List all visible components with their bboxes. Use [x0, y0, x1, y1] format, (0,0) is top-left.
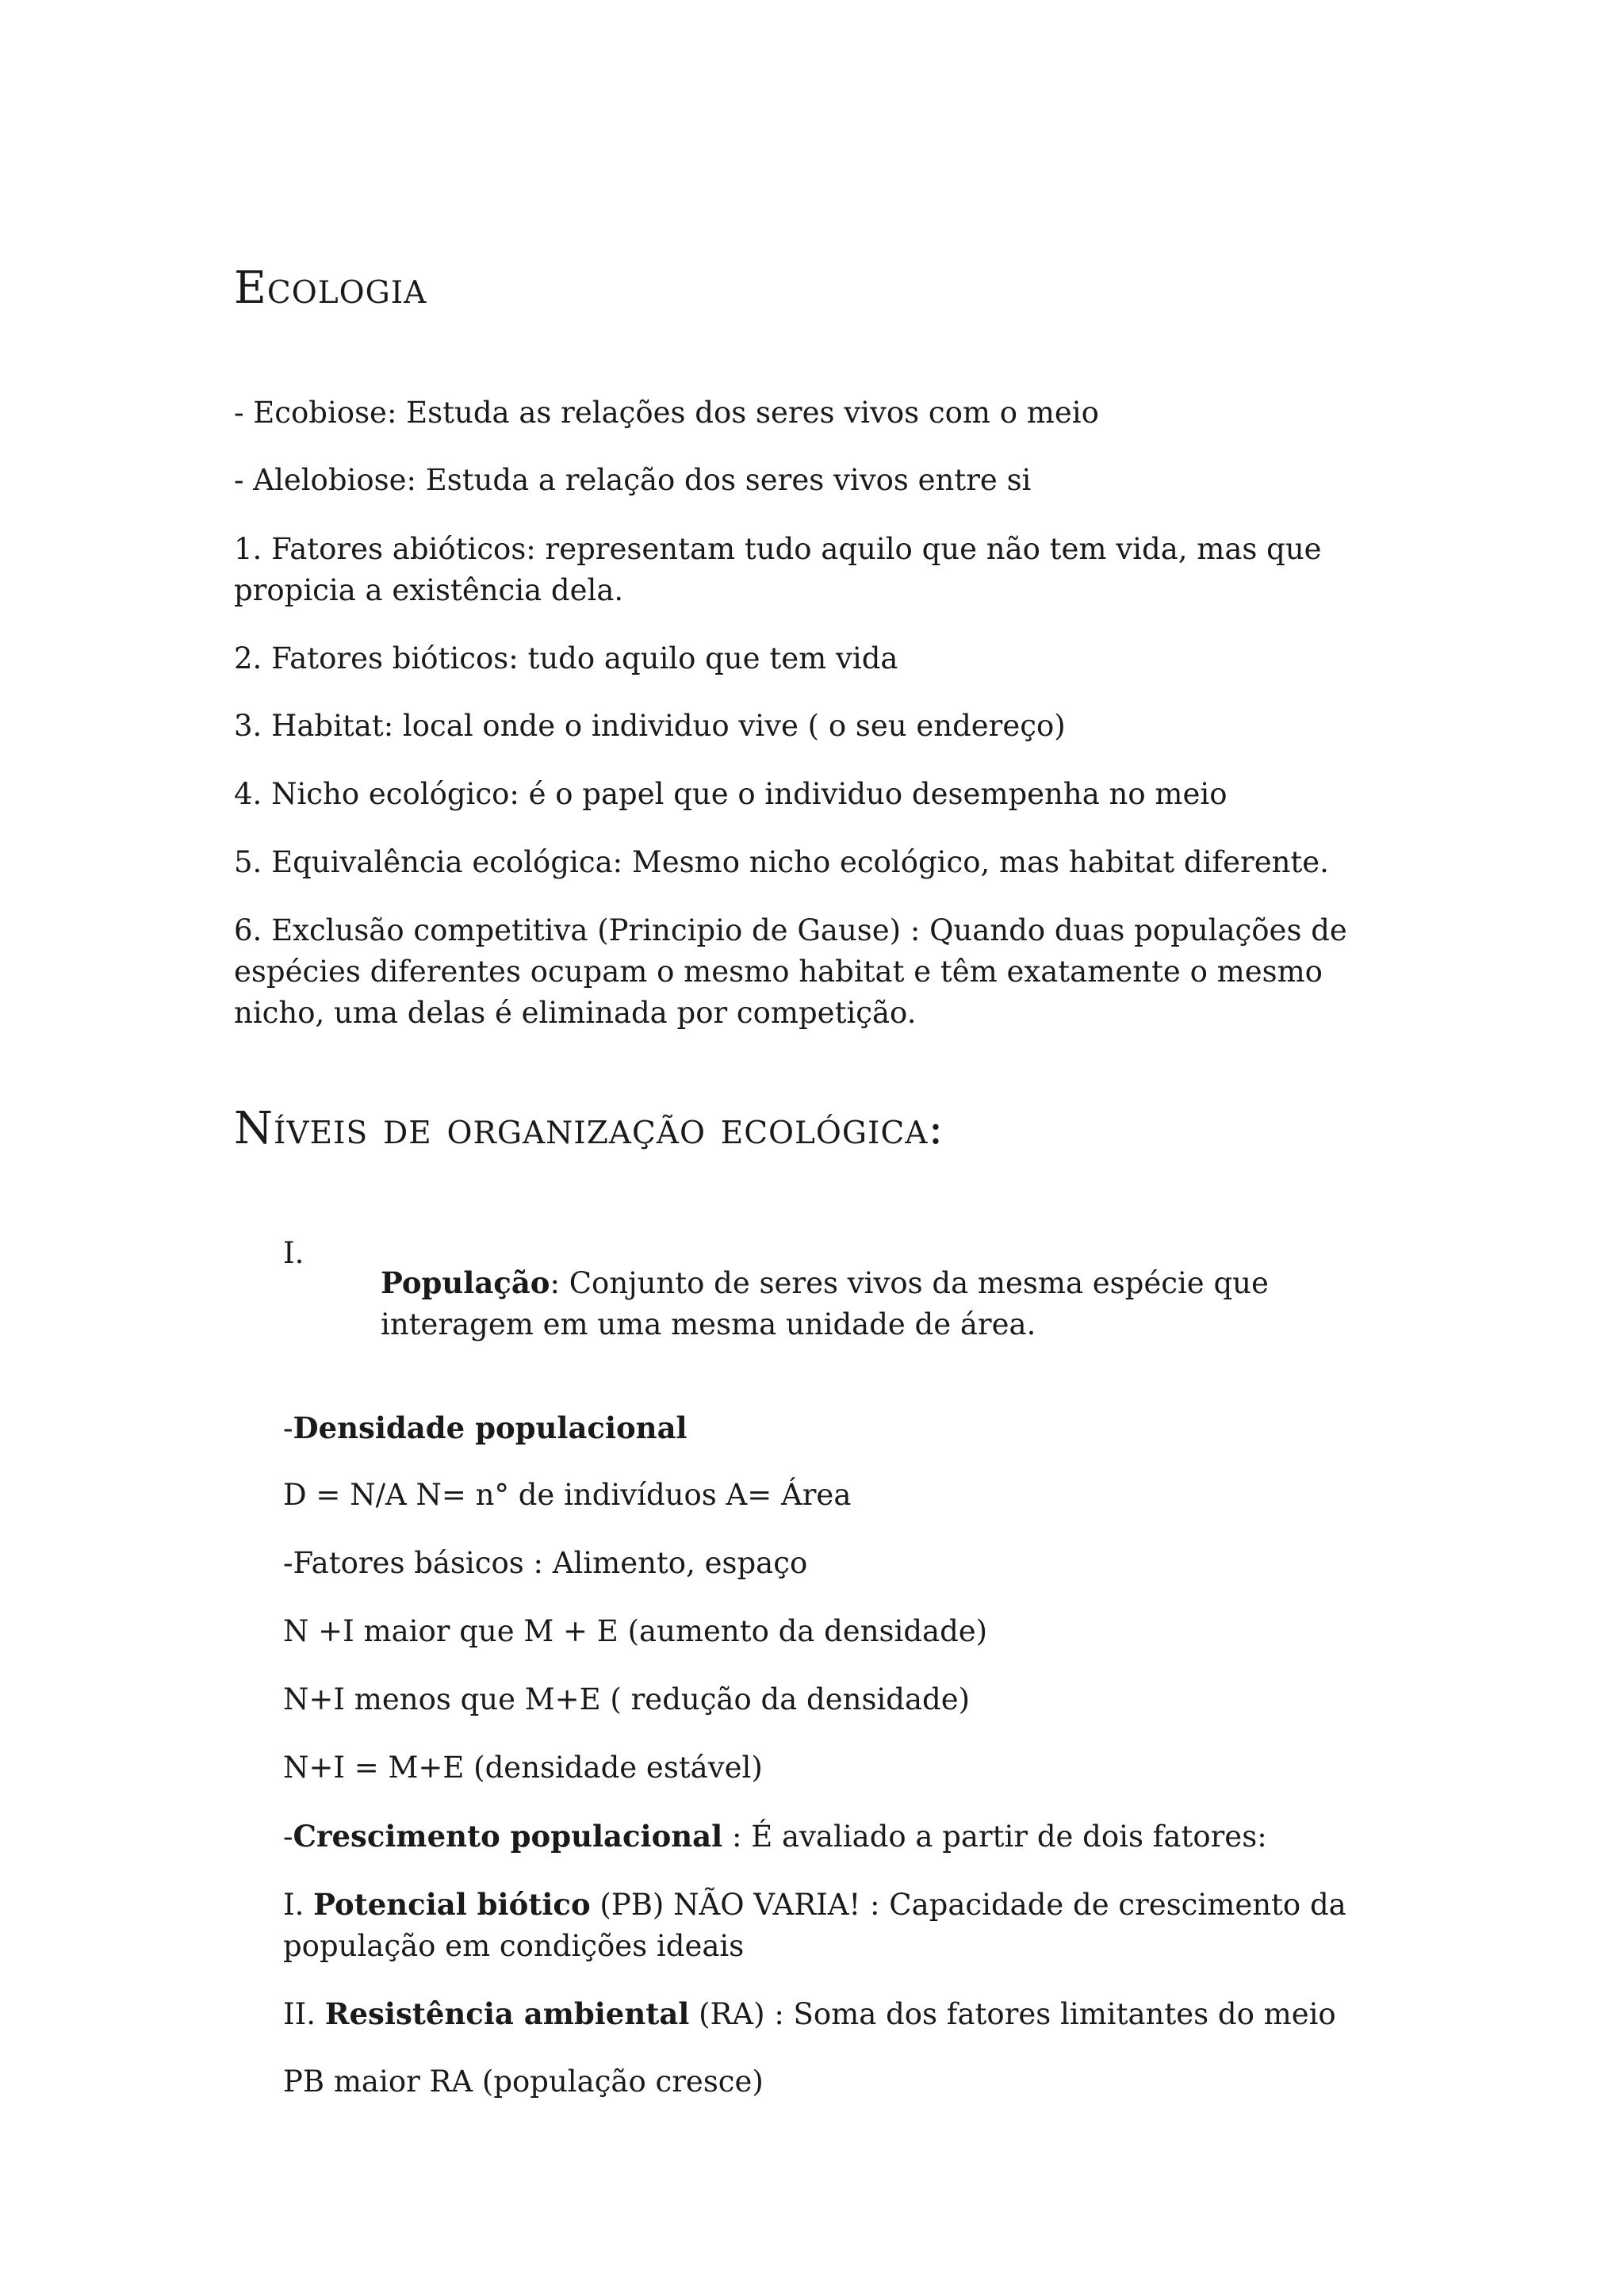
line-alelobiose: - Alelobiose: Estuda a relação dos seres vivos entre si: [234, 463, 1032, 497]
pb-label: Potencial biótico: [313, 1887, 591, 1922]
crescimento-text: : É avaliado a partir de dois fatores:: [722, 1820, 1267, 1854]
densidade-prefix: -: [283, 1411, 293, 1445]
densidade-label: Densidade populacional: [293, 1410, 688, 1445]
item-nicho-ecologico: 4. Nicho ecológico: é o papel que o individuo desempenha no meio: [234, 777, 1228, 811]
populacao-definition: [381, 1262, 1404, 1345]
title-ecologia: Ecologia: [234, 262, 427, 314]
densidade-estavel: N+I = M+E (densidade estável): [283, 1751, 763, 1785]
densidade-heading: [283, 1407, 1393, 1449]
pb-prefix: I.: [283, 1888, 314, 1922]
potencial-biotico: [283, 1884, 1393, 1967]
ra-text: (RA) : Soma dos fatores limitantes do meio: [689, 1997, 1336, 2031]
reducao-densidade: N+I menos que M+E ( redução da densidade): [283, 1682, 971, 1716]
densidade-formula: D = N/A N= n° de indivíduos A= Área: [283, 1478, 852, 1512]
item-habitat: 3. Habitat: local onde o individuo vive ( o seu endereço): [234, 709, 1066, 743]
populacao-text: : Conjunto de seres vivos da mesma espécie que interagem em uma mesma unidade de área.: [381, 1266, 1269, 1341]
item-exclusao-competitiva: 6. Exclusão competitiva (Principio de Gause) : Quando duas populações de espécies diferentes ocupam o mesmo habitat e têm exatamente o mesmo nicho, uma delas é eliminada por competição.: [234, 913, 1347, 1030]
ra-label: Resistência ambiental: [324, 1996, 690, 2031]
crescimento-label: Crescimento populacional: [293, 1819, 723, 1854]
roman-numeral-i: I.: [283, 1236, 304, 1270]
item-equivalencia-ecologica: 5. Equivalência ecológica: Mesmo nicho ecológico, mas habitat diferente.: [234, 845, 1329, 879]
aumento-densidade: N +I maior que M + E (aumento da densidade): [283, 1614, 988, 1648]
title-niveis-organizacao: Níveis de organização ecológica:: [234, 1103, 944, 1154]
ra-prefix: II.: [283, 1997, 325, 2031]
item-fatores-bioticos: 2. Fatores bióticos: tudo aquilo que tem vida: [234, 641, 898, 675]
crescimento-prefix: -: [283, 1820, 293, 1854]
pb-text: (PB) NÃO VARIA! : Capacidade de crescimento da população em condições ideais: [283, 1888, 1346, 1963]
populacao-label: População: [381, 1265, 550, 1300]
item-fatores-abioticos: 1. Fatores abióticos: representam tudo aquilo que não tem vida, mas que propicia a existência dela.: [234, 532, 1322, 607]
line-ecobiose: - Ecobiose: Estuda as relações dos seres vivos com o meio: [234, 396, 1099, 430]
pb-maior-ra: PB maior RA (população cresce): [283, 2064, 764, 2099]
crescimento-heading: [283, 1816, 1393, 1858]
resistencia-ambiental: [283, 1993, 1393, 2035]
fatores-basicos: -Fatores básicos : Alimento, espaço: [283, 1546, 808, 1580]
